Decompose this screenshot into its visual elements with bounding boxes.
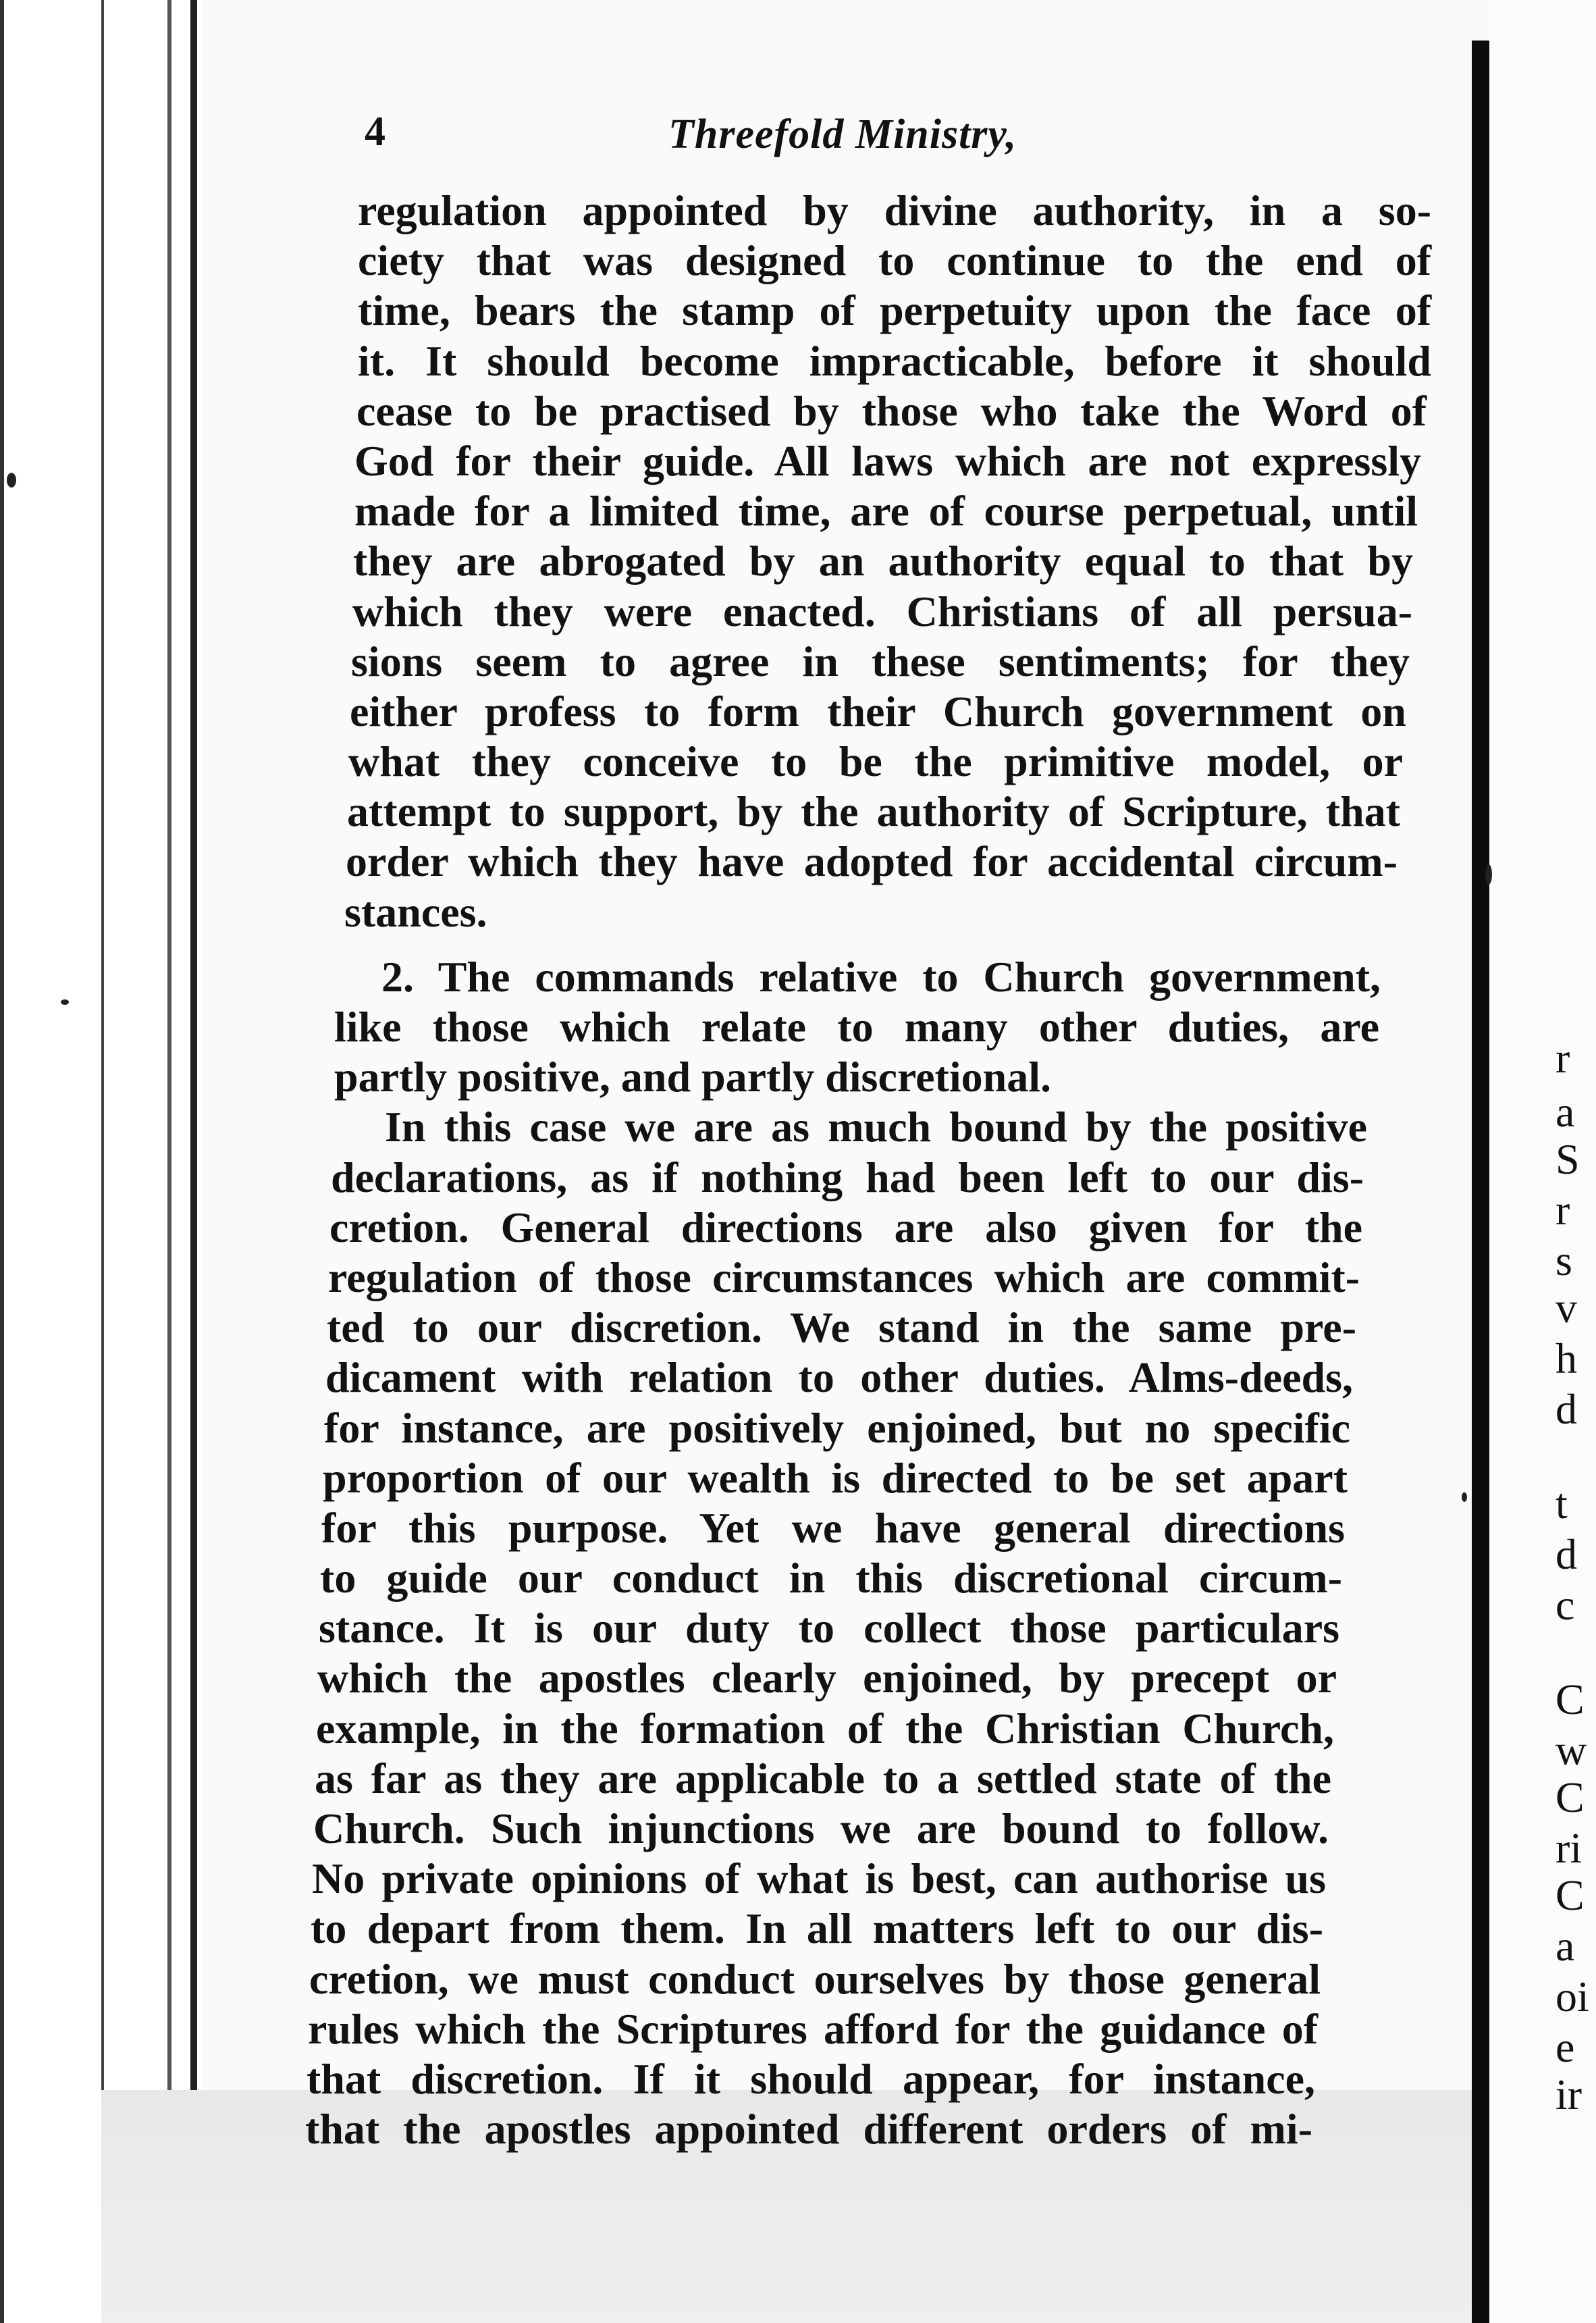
text-line: regulation appointed by divine authority, in a so- (358, 186, 1431, 234)
text-line: either profess to form their Church government on (350, 687, 1406, 735)
text-line: 2. The commands relative to Church government, (381, 952, 1381, 1001)
facing-letter: r (1555, 1034, 1570, 1082)
facing-letter: t (1555, 1480, 1568, 1528)
text-line: stances. (344, 887, 487, 936)
text-line: to depart from them. In all matters left to our dis- (311, 1904, 1323, 1953)
text-line: cease to be practised by those who take the Word of (356, 386, 1427, 435)
facing-letter: a (1555, 1922, 1575, 1970)
facing-letter: oi (1555, 1973, 1589, 2020)
running-header (365, 108, 1431, 182)
text-line: example, in the formation of the Christian Church, (316, 1704, 1334, 1752)
text-line: which they were enacted. Christians of all persua- (352, 587, 1412, 635)
facing-letter: ri (1555, 1824, 1582, 1872)
text-line: cretion. General directions are also given for the (329, 1203, 1362, 1251)
text-line: dicament with relation to other duties. Alms-deeds, (325, 1353, 1353, 1402)
running-title: Threefold Ministry, (668, 111, 1017, 157)
text-line: In this case we are as much bound by the positive (385, 1103, 1367, 1151)
binding-edge (101, 0, 104, 2323)
facing-letter: c (1555, 1581, 1575, 1629)
text-line: order which they have adopted for accidental circum- (346, 837, 1398, 886)
binding-edge (190, 0, 197, 2323)
text-line: stance. It is our duty to collect those particulars (319, 1604, 1339, 1652)
text-line: what they conceive to be the primitive model, or (348, 737, 1403, 786)
scan-speck (61, 999, 69, 1005)
text-line: that discretion. If it should appear, for instance, (307, 2054, 1315, 2103)
text-line: for this purpose. Yet we have general directions (321, 1503, 1345, 1552)
text-line: it. It should become impracticable, before it should (358, 336, 1431, 385)
scan-speck (1462, 1492, 1467, 1502)
facing-letter: d (1555, 1530, 1577, 1578)
text-line: sions seem to agree in these sentiments; for they (351, 637, 1410, 685)
text-line: declarations, as if nothing had been left to our dis- (331, 1153, 1364, 1201)
body-text (305, 186, 1431, 2154)
text-line: like those which relate to many other duties, are (334, 1003, 1379, 1051)
text-line: God for their guide. All laws which are not expressly (354, 436, 1421, 485)
binding-edge (167, 0, 171, 2323)
text-line: made for a limited time, are of course perpetual, until (354, 487, 1418, 536)
facing-letter: C (1555, 1675, 1585, 1723)
binding-edge (0, 0, 4, 2323)
text-line: which the apostles clearly enjoined, by precept or (317, 1654, 1337, 1702)
text-line: for instance, are positively enjoined, but no specific (324, 1403, 1350, 1452)
facing-letter: S (1555, 1135, 1580, 1183)
facing-letter: w (1555, 1726, 1587, 1774)
facing-letter: h (1555, 1334, 1577, 1382)
text-line: cretion, we must conduct ourselves by those general (309, 1954, 1321, 2003)
gutter-shadow (1472, 41, 1489, 2323)
facing-letter: r (1555, 1186, 1570, 1234)
text-line: attempt to support, by the authority of Scripture, that (347, 787, 1400, 836)
facing-letter: d (1555, 1385, 1577, 1433)
text-line: they are abrogated by an authority equal to that by (353, 537, 1413, 585)
facing-letter: ir (1555, 2070, 1582, 2118)
facing-letter: v (1555, 1284, 1577, 1332)
facing-letter: a (1555, 1088, 1575, 1136)
text-line: ted to our discretion. We stand in the same pre- (327, 1303, 1356, 1352)
page-number: 4 (365, 109, 385, 155)
text-line: No private opinions of what is best, can authorise us (312, 1854, 1326, 1903)
scan-speck (7, 473, 16, 488)
text-line: as far as they are applicable to a settled state of the (315, 1754, 1331, 1802)
text-line: time, bears the stamp of perpetuity upon the face of (358, 286, 1431, 335)
text-line: proportion of our wealth is directed to be set apart (323, 1453, 1348, 1502)
facing-letter: C (1555, 1773, 1585, 1821)
scan-speck (1485, 864, 1492, 885)
text-line: regulation of those circumstances which are commit- (328, 1253, 1360, 1301)
text-line: that the apostles appointed different orders of mi- (305, 2105, 1312, 2154)
text-line: partly positive, and partly discretional. (334, 1053, 1051, 1101)
facing-letter: e (1555, 2023, 1575, 2071)
text-line: to guide our conduct in this discretional circum- (320, 1554, 1342, 1602)
facing-page-text (1553, 0, 1596, 2323)
facing-letter: s (1555, 1236, 1572, 1284)
text-line: Church. Such injunctions we are bound to follow. (313, 1804, 1329, 1852)
text-line: rules which the Scriptures afford for the guidance of (308, 2004, 1318, 2053)
text-line: ciety that was designed to continue to the end of (358, 236, 1431, 285)
facing-letter: C (1555, 1871, 1585, 1919)
